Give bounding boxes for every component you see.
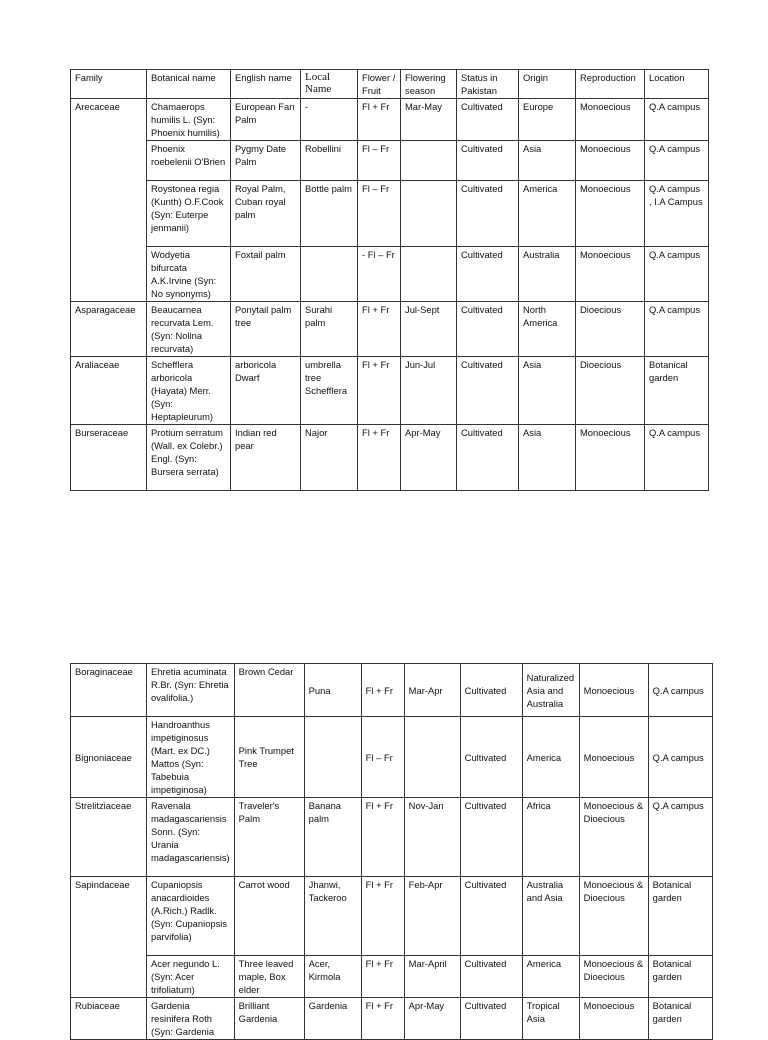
cell-botanical-name: Beaucarnea recurvata Lem. (Syn: Nolina recurvata) bbox=[147, 302, 231, 357]
table-row bbox=[71, 247, 709, 302]
cell-family: Arecaceae bbox=[71, 99, 147, 302]
table-header-row bbox=[71, 70, 709, 99]
cell-flower-fruit: Fl – Fr bbox=[358, 181, 401, 247]
cell-botanical-name: Protium serratum (Wall. ex Colebr.) Engl. (Syn: Bursera serrata) bbox=[147, 425, 231, 491]
cell-status: Cultivated bbox=[460, 664, 522, 717]
cell-botanical-name: Handroanthus impetiginosus (Mart. ex DC.) Mattos (Syn: Tabebuia impetiginosa) bbox=[147, 717, 235, 798]
cell-origin: America bbox=[522, 956, 579, 998]
cell-origin: Australia and Asia bbox=[522, 877, 579, 956]
table-row bbox=[71, 798, 713, 877]
cell-botanical-name: Ravenala madagascariensis Sonn. (Syn: Urania madagascariensis) bbox=[147, 798, 235, 877]
cell-status: Cultivated bbox=[460, 798, 522, 877]
plant-table-2 bbox=[70, 663, 713, 1040]
cell-reproduction: Monoecious bbox=[579, 717, 648, 798]
cell-reproduction: Dioecious bbox=[576, 357, 645, 425]
cell-english-name: European Fan Palm bbox=[231, 99, 301, 141]
cell-flower-fruit: Fl + Fr bbox=[361, 956, 404, 998]
cell-local-name: Banana palm bbox=[304, 798, 361, 877]
cell-local-name: Puna bbox=[304, 664, 361, 717]
cell-location: Q.A campus bbox=[645, 99, 709, 141]
table-row bbox=[71, 717, 713, 798]
cell-reproduction: Monoecious bbox=[576, 181, 645, 247]
cell-english-name: Brown Cedar bbox=[234, 664, 304, 717]
cell-botanical-name: Roystonea regia (Kunth) O.F.Cook (Syn: Euterpe jenmanii) bbox=[147, 181, 231, 247]
cell-status: Cultivated bbox=[460, 998, 522, 1040]
cell-botanical-name: Acer negundo L. (Syn: Acer trifoliatum) bbox=[147, 956, 235, 998]
cell-english-name: Brilliant Gardenia bbox=[234, 998, 304, 1040]
cell-botanical-name: Cupaniopsis anacardioides (A.Rich.) Radlk. (Syn: Cupaniopsis parvifolia) bbox=[147, 877, 235, 956]
header-location: Location bbox=[645, 70, 709, 99]
header-english-name: English name bbox=[231, 70, 301, 99]
cell-origin: America bbox=[519, 181, 576, 247]
cell-english-name: Royal Palm, Cuban royal palm bbox=[231, 181, 301, 247]
cell-local-name bbox=[301, 247, 358, 302]
cell-status: Cultivated bbox=[457, 181, 519, 247]
cell-flowering-season: Mar-May bbox=[401, 99, 457, 141]
cell-reproduction: Monoecious & Dioecious bbox=[579, 956, 648, 998]
cell-flowering-season: Apr-May bbox=[404, 998, 460, 1040]
cell-status: Cultivated bbox=[460, 877, 522, 956]
cell-location: Botanical garden bbox=[645, 357, 709, 425]
cell-flower-fruit: Fl – Fr bbox=[361, 717, 404, 798]
header-status: Status in Pakistan bbox=[457, 70, 519, 99]
table-row bbox=[71, 998, 713, 1040]
cell-status: Cultivated bbox=[460, 717, 522, 798]
cell-family: Sapindaceae bbox=[71, 877, 147, 998]
cell-flower-fruit: Fl + Fr bbox=[361, 664, 404, 717]
cell-location: Botanical garden bbox=[648, 956, 712, 998]
cell-status: Cultivated bbox=[457, 425, 519, 491]
cell-flower-fruit: - Fl – Fr bbox=[358, 247, 401, 302]
header-origin: Origin bbox=[519, 70, 576, 99]
cell-location: Q.A campus bbox=[645, 302, 709, 357]
cell-origin: Africa bbox=[522, 798, 579, 877]
cell-location: Botanical garden bbox=[648, 877, 712, 956]
cell-flowering-season bbox=[401, 181, 457, 247]
cell-flower-fruit: Fl + Fr bbox=[361, 798, 404, 877]
header-flower-fruit: Flower / Fruit bbox=[358, 70, 401, 99]
cell-location: Q.A campus bbox=[645, 141, 709, 181]
table-row bbox=[71, 181, 709, 247]
cell-botanical-name: Phoenix roebelenii O'Brien bbox=[147, 141, 231, 181]
cell-family: Burseraceae bbox=[71, 425, 147, 491]
cell-origin: North America bbox=[519, 302, 576, 357]
header-family: Family bbox=[71, 70, 147, 99]
cell-botanical-name: Gardenia resinifera Roth (Syn: Gardenia bbox=[147, 998, 235, 1040]
cell-flowering-season bbox=[404, 717, 460, 798]
cell-local-name: Najor bbox=[301, 425, 358, 491]
cell-english-name: Three leaved maple, Box elder bbox=[234, 956, 304, 998]
cell-local-name: - bbox=[301, 99, 358, 141]
cell-flower-fruit: Fl + Fr bbox=[358, 302, 401, 357]
cell-flower-fruit: Fl + Fr bbox=[361, 998, 404, 1040]
header-local-name: Local Name bbox=[301, 70, 358, 99]
cell-reproduction: Monoecious bbox=[576, 247, 645, 302]
cell-location: Q.A campus bbox=[648, 664, 712, 717]
cell-status: Cultivated bbox=[457, 247, 519, 302]
cell-english-name: Indian red pear bbox=[231, 425, 301, 491]
cell-flowering-season: Jul-Sept bbox=[401, 302, 457, 357]
cell-local-name: Surahi palm bbox=[301, 302, 358, 357]
cell-botanical-name: Wodyetia bifurcata A.K.Irvine (Syn: No synonyms) bbox=[147, 247, 231, 302]
table-row bbox=[71, 99, 709, 141]
cell-flowering-season: Feb-Apr bbox=[404, 877, 460, 956]
cell-reproduction: Monoecious bbox=[579, 664, 648, 717]
cell-flower-fruit: Fl + Fr bbox=[358, 357, 401, 425]
cell-local-name: umbrella tree Schefflera bbox=[301, 357, 358, 425]
cell-local-name: Acer, Kirmola bbox=[304, 956, 361, 998]
cell-family: Asparagaceae bbox=[71, 302, 147, 357]
cell-status: Cultivated bbox=[457, 357, 519, 425]
table-row bbox=[71, 357, 709, 425]
plant-table-1 bbox=[70, 69, 709, 491]
cell-flowering-season bbox=[401, 247, 457, 302]
cell-flowering-season: Nov-Jan bbox=[404, 798, 460, 877]
cell-origin: America bbox=[522, 717, 579, 798]
cell-flower-fruit: Fl + Fr bbox=[358, 99, 401, 141]
table-row bbox=[71, 956, 713, 998]
cell-origin: Tropical Asia bbox=[522, 998, 579, 1040]
table-row bbox=[71, 664, 713, 717]
cell-family: Bignoniaceae bbox=[71, 717, 147, 798]
cell-status: Cultivated bbox=[457, 302, 519, 357]
cell-flower-fruit: Fl + Fr bbox=[358, 425, 401, 491]
cell-status: Cultivated bbox=[460, 956, 522, 998]
cell-reproduction: Monoecious bbox=[579, 998, 648, 1040]
header-reproduction: Reproduction bbox=[576, 70, 645, 99]
cell-reproduction: Dioecious bbox=[576, 302, 645, 357]
table-row bbox=[71, 877, 713, 956]
cell-reproduction: Monoecious bbox=[576, 99, 645, 141]
cell-reproduction: Monoecious & Dioecious bbox=[579, 877, 648, 956]
header-flowering-season: Flowering season bbox=[401, 70, 457, 99]
cell-reproduction: Monoecious bbox=[576, 141, 645, 181]
cell-location: Q.A campus bbox=[648, 717, 712, 798]
cell-english-name: Pink Trumpet Tree bbox=[234, 717, 304, 798]
cell-family: Strelitziaceae bbox=[71, 798, 147, 877]
cell-family: Rubiaceae bbox=[71, 998, 147, 1040]
cell-flower-fruit: Fl + Fr bbox=[361, 877, 404, 956]
cell-status: Cultivated bbox=[457, 99, 519, 141]
cell-english-name: Foxtail palm bbox=[231, 247, 301, 302]
cell-flowering-season: Mar-April bbox=[404, 956, 460, 998]
cell-botanical-name: Chamaerops humilis L. (Syn: Phoenix humilis) bbox=[147, 99, 231, 141]
cell-local-name: Jhanwi, Tackeroo bbox=[304, 877, 361, 956]
cell-flower-fruit: Fl – Fr bbox=[358, 141, 401, 181]
cell-botanical-name: Ehretia acuminata R.Br. (Syn: Ehretia ovalifolia.) bbox=[147, 664, 235, 717]
cell-origin: Asia bbox=[519, 141, 576, 181]
cell-reproduction: Monoecious & Dioecious bbox=[579, 798, 648, 877]
cell-english-name: Ponytail palm tree bbox=[231, 302, 301, 357]
cell-flowering-season bbox=[401, 141, 457, 181]
cell-family: Araliaceae bbox=[71, 357, 147, 425]
cell-status: Cultivated bbox=[457, 141, 519, 181]
cell-english-name: arboricola Dwarf bbox=[231, 357, 301, 425]
cell-location: Q.A campus bbox=[645, 425, 709, 491]
cell-local-name: Robellini bbox=[301, 141, 358, 181]
cell-location: Q.A campus , I.A Campus bbox=[645, 181, 709, 247]
cell-english-name: Carrot wood bbox=[234, 877, 304, 956]
cell-reproduction: Monoecious bbox=[576, 425, 645, 491]
table-row bbox=[71, 425, 709, 491]
cell-location: Q.A campus bbox=[645, 247, 709, 302]
cell-flowering-season: Jun-Jul bbox=[401, 357, 457, 425]
cell-origin: Asia bbox=[519, 357, 576, 425]
cell-location: Q.A campus bbox=[648, 798, 712, 877]
cell-local-name bbox=[304, 717, 361, 798]
cell-english-name: Pygmy Date Palm bbox=[231, 141, 301, 181]
cell-origin: Europe bbox=[519, 99, 576, 141]
cell-english-name: Traveler's Palm bbox=[234, 798, 304, 877]
cell-botanical-name: Schefflera arboricola (Hayata) Merr. (Syn: Heptapleurum) bbox=[147, 357, 231, 425]
cell-family: Boraginaceae bbox=[71, 664, 147, 717]
cell-origin: Asia bbox=[519, 425, 576, 491]
header-botanical-name: Botanical name bbox=[147, 70, 231, 99]
cell-location: Botanical garden bbox=[648, 998, 712, 1040]
cell-flowering-season: Apr-May bbox=[401, 425, 457, 491]
cell-origin: Naturalized Asia and Australia bbox=[522, 664, 579, 717]
cell-flowering-season: Mar-Apr bbox=[404, 664, 460, 717]
table-row bbox=[71, 302, 709, 357]
cell-local-name: Gardenia bbox=[304, 998, 361, 1040]
table-row bbox=[71, 141, 709, 181]
cell-origin: Australia bbox=[519, 247, 576, 302]
cell-local-name: Bottle palm bbox=[301, 181, 358, 247]
